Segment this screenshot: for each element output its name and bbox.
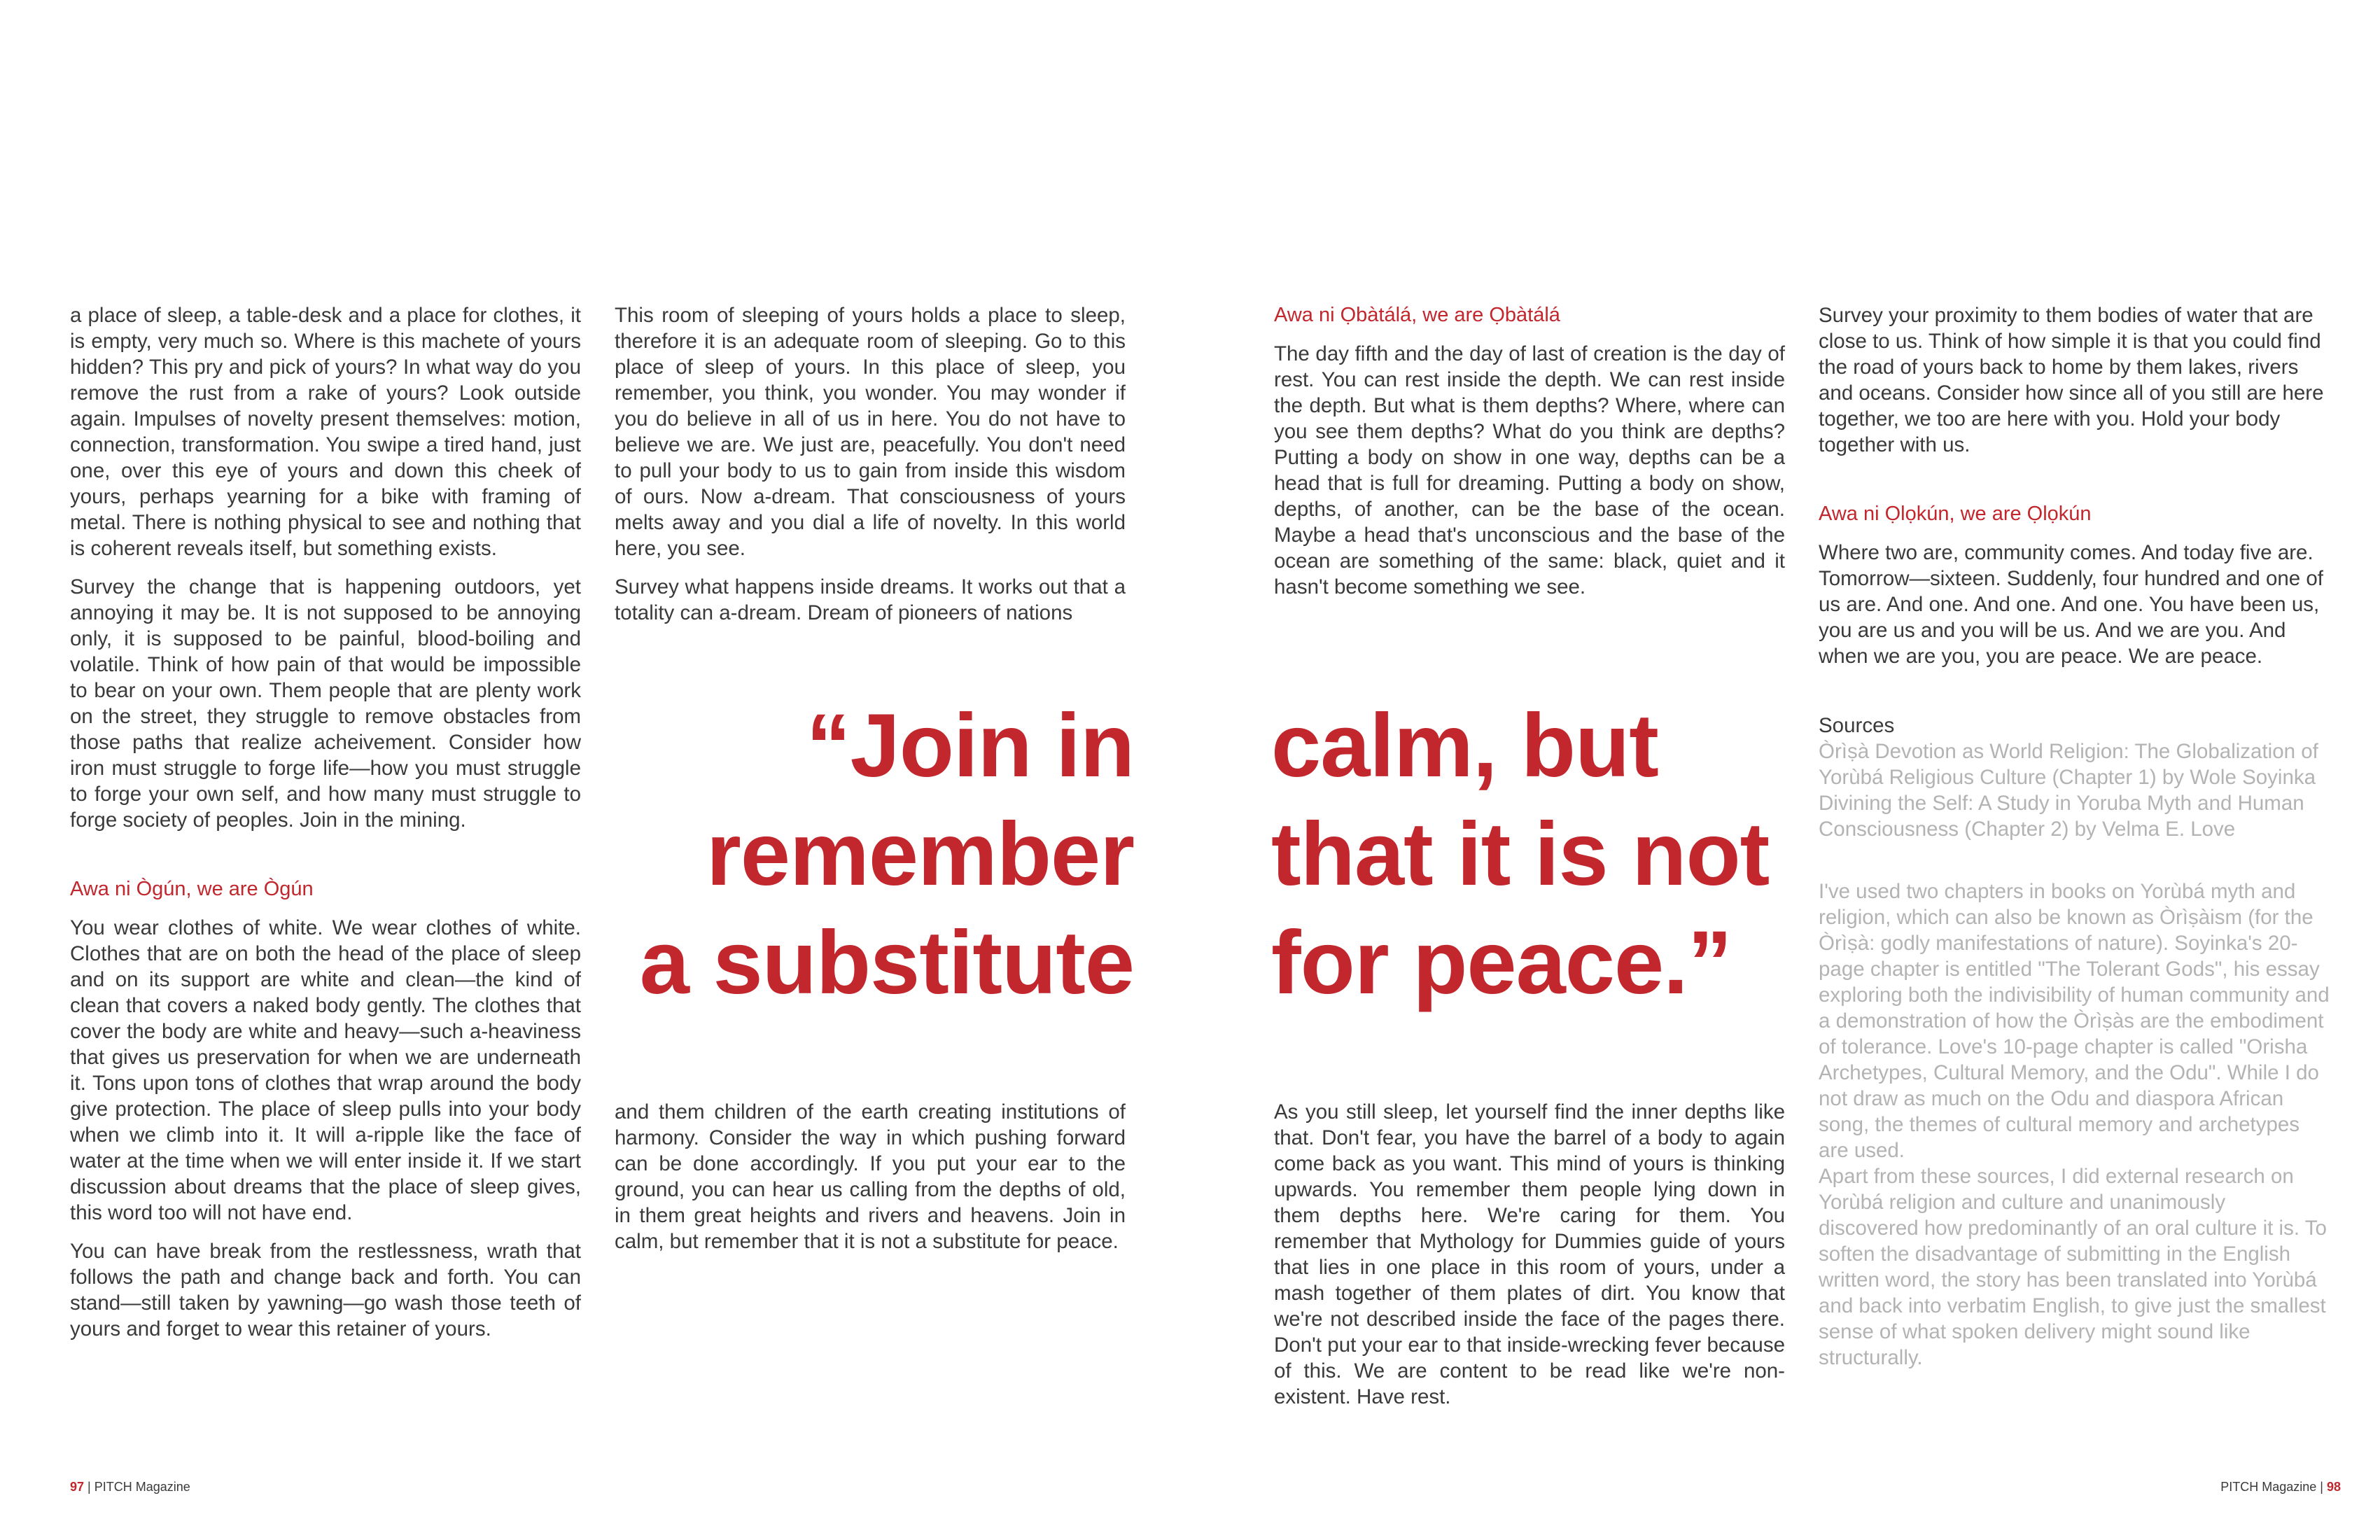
- body-paragraph: a place of sleep, a table-desk and a place for clothes, it is empty, very much so. Where is this machete of yours hidden? This pry and pick of yours? In what way do you remove the rust from a rake of yours? Look outside again. Impulses of novelty present themselves: motion, connection, transformation. You swipe a tired hand, just one, over this eye of yours and down this cheek of yours, perhaps yearning for a bike with framing of metal. There is nothing physical to see and nothing that is coherent reveals itself, but something exists.: [70, 304, 581, 560]
- pull-quote-line: “Join in: [806, 696, 1134, 796]
- column-1: [70, 302, 581, 1342]
- body-paragraph: Survey your proximity to them bodies of water that are close to us. Think of how simple it is that you could find the road of yours back to home by them lakes, rivers and oceans. Consider how since all of you still are here together, we too are here with you. Hold your body together with us.: [1819, 304, 2324, 456]
- pull-quote-line: for peace.”: [1271, 913, 1732, 1013]
- source-citation: Òrìṣà Devotion as World Religion: The Globalization of Yorùbá Religious Culture (Chapter 1) by Wole Soyinka: [1819, 740, 2318, 789]
- source-note: Apart from these sources, I did external research on Yorùbá religion and culture and unanimously discovered how predominantly of an oral culture it is. To soften the disadvantage of submitting in the English written word, the story has been translated into Yorùbá and back into verbatim English, to give just the smallest sense of what spoken delivery might sound like structurally.: [1819, 1165, 2327, 1369]
- magazine-name: PITCH Magazine |: [2220, 1480, 2327, 1494]
- body-paragraph: The day fifth and the day of last of creation is the day of rest. You can rest inside the depth. We can rest inside the depth. But what is them depths? Where, where can you see them depths? What do you think are depths? Putting a body on show in one way, depths can be a head that is full for dreaming. Putting a body on show, depths, of another, can be the base of the ocean. Maybe a head that's unconscious and the base of the ocean are something of the same: black, quiet and it hasn't become something we see.: [1274, 342, 1785, 598]
- pull-quote-line: calm, but: [1271, 696, 1658, 796]
- magazine-name: | PITCH Magazine: [84, 1480, 190, 1494]
- page-number: 98: [2326, 1480, 2341, 1494]
- body-paragraph: This room of sleeping of yours holds a place to sleep, therefore it is an adequate room of sleeping. Go to this place of sleep of yours. In this place of sleep, you remember, you think, you wonder. You may wonder if you do believe in all of us in here. You do not have to believe we are. We just are, peacefully. You don't need to pull your body to us to gain from inside this wisdom of ours. Now a-dream. That consciousness of yours melts away and you dial a life of novelty. In this world here, you see.: [615, 304, 1126, 560]
- page-number: 97: [70, 1480, 85, 1494]
- column-3-top: [1274, 302, 1785, 600]
- pull-quote-line: remember: [706, 804, 1134, 904]
- column-2-bottom: [615, 1099, 1126, 1254]
- section-heading-olokun: Awa ni Ọlọkún, we are Ọlọkún: [1819, 503, 2092, 525]
- body-paragraph: Survey the change that is happening outdoors, yet annoying it may be. It is not supposed to be annoying only, it is supposed to be painful, blood-boiling and volatile. Think of how pain of that would be impossible to bear on your own. Them people that are plenty work on the street, they struggle to remove obstacles from those paths that realize acheivement. Consider how iron must struggle to forge life—how you must struggle to forge your own self, and how many must struggle to forge society of peoples. Join in the mining.: [70, 575, 581, 832]
- section-heading-obatala: Awa ni Ọbàtálá, we are Ọbàtálá: [1274, 304, 1560, 326]
- pull-quote-line: a substitute: [639, 913, 1134, 1013]
- source-citation: Divining the Self: A Study in Yoruba Myth and Human Consciousness (Chapter 2) by Velma E. Love: [1819, 792, 2304, 841]
- body-paragraph: and them children of the earth creating institutions of harmony. Consider the way in which pushing forward can be done accordingly. If you put your ear to the ground, you can hear us calling from the depths of old, in them great heights and rivers and heavens. Join in calm, but remember that it is not a substitute for peace.: [615, 1100, 1126, 1253]
- sources-heading: Sources: [1819, 714, 1895, 737]
- body-paragraph: Survey what happens inside dreams. It works out that a totality can a-dream. Dream of pioneers of nations: [615, 575, 1126, 624]
- body-paragraph: You can have break from the restlessness, wrath that follows the path and change back and forth. You can stand—still taken by yawning—go wash those teeth of yours and forget to wear this retainer of yours.: [70, 1240, 581, 1340]
- pull-quote-left: [574, 692, 1134, 1017]
- pull-quote-right: [1271, 692, 1831, 1017]
- section-heading-ogun: Awa ni Ògún, we are Ògún: [70, 878, 314, 900]
- body-paragraph: Where two are, community comes. And today five are. Tomorrow—sixteen. Suddenly, four hundred and one of us are. And one. And one. And one. You have been us, you are us and you will be us. And we are you. And when we are you, you are peace. We are peace.: [1819, 541, 2323, 668]
- folio-left: [70, 1480, 190, 1494]
- pull-quote-line: that it is not: [1271, 804, 1770, 904]
- column-3-bottom: [1274, 1099, 1785, 1410]
- body-paragraph: You wear clothes of white. We wear clothes of white. Clothes that are on both the head of the place of sleep and on its support are white and clean—the kind of clean that covers a naked body gently. The clothes that cover the body are white and heavy—such a-heaviness that gives us preservation for when we are underneath it. Tons upon tons of clothes that wrap around the body give protection. The place of sleep pulls into your body when we climb into it. It will a-ripple like the face of water at the time when we will enter inside it. If we start discussion about dreams that the place of sleep gives, this word too will not have end.: [70, 916, 581, 1224]
- source-note: I've used two chapters in books on Yorùbá myth and religion, which can also be known as Òrìṣàism (for the Òrìṣà: godly manifestations of nature). Soyinka's 20-page chapter is entitled "The Tolerant Gods", his essay exploring both the indivisibility of human community and a demonstration of how the Òrìṣàs are the embodiment of tolerance. Love's 10-page chapter is called "Orisha Archetypes, Cultural Memory, and the Odu". While I do not draw as much on the Odu and diaspora African song, the themes of cultural memory and archetypes are used.: [1819, 880, 2330, 1162]
- body-paragraph: As you still sleep, let yourself find the inner depths like that. Don't fear, you have the barrel of a body to again come back as you want. This mind of yours is thinking upwards. You remember them people lying down in them depths here. We're caring for them. You remember that Mythology for Dummies guide of yours that lies in one place in this room of yours, under a mash together of them plates of dirt. You know that we're not described inside the face of the pages there. Don't put your ear to that inside-wrecking fever because of this. We are content to be read like we're non-existent. Have rest.: [1274, 1100, 1785, 1408]
- folio-right: [2220, 1480, 2341, 1494]
- column-2-top: [615, 302, 1126, 626]
- column-4: [1819, 302, 2330, 1371]
